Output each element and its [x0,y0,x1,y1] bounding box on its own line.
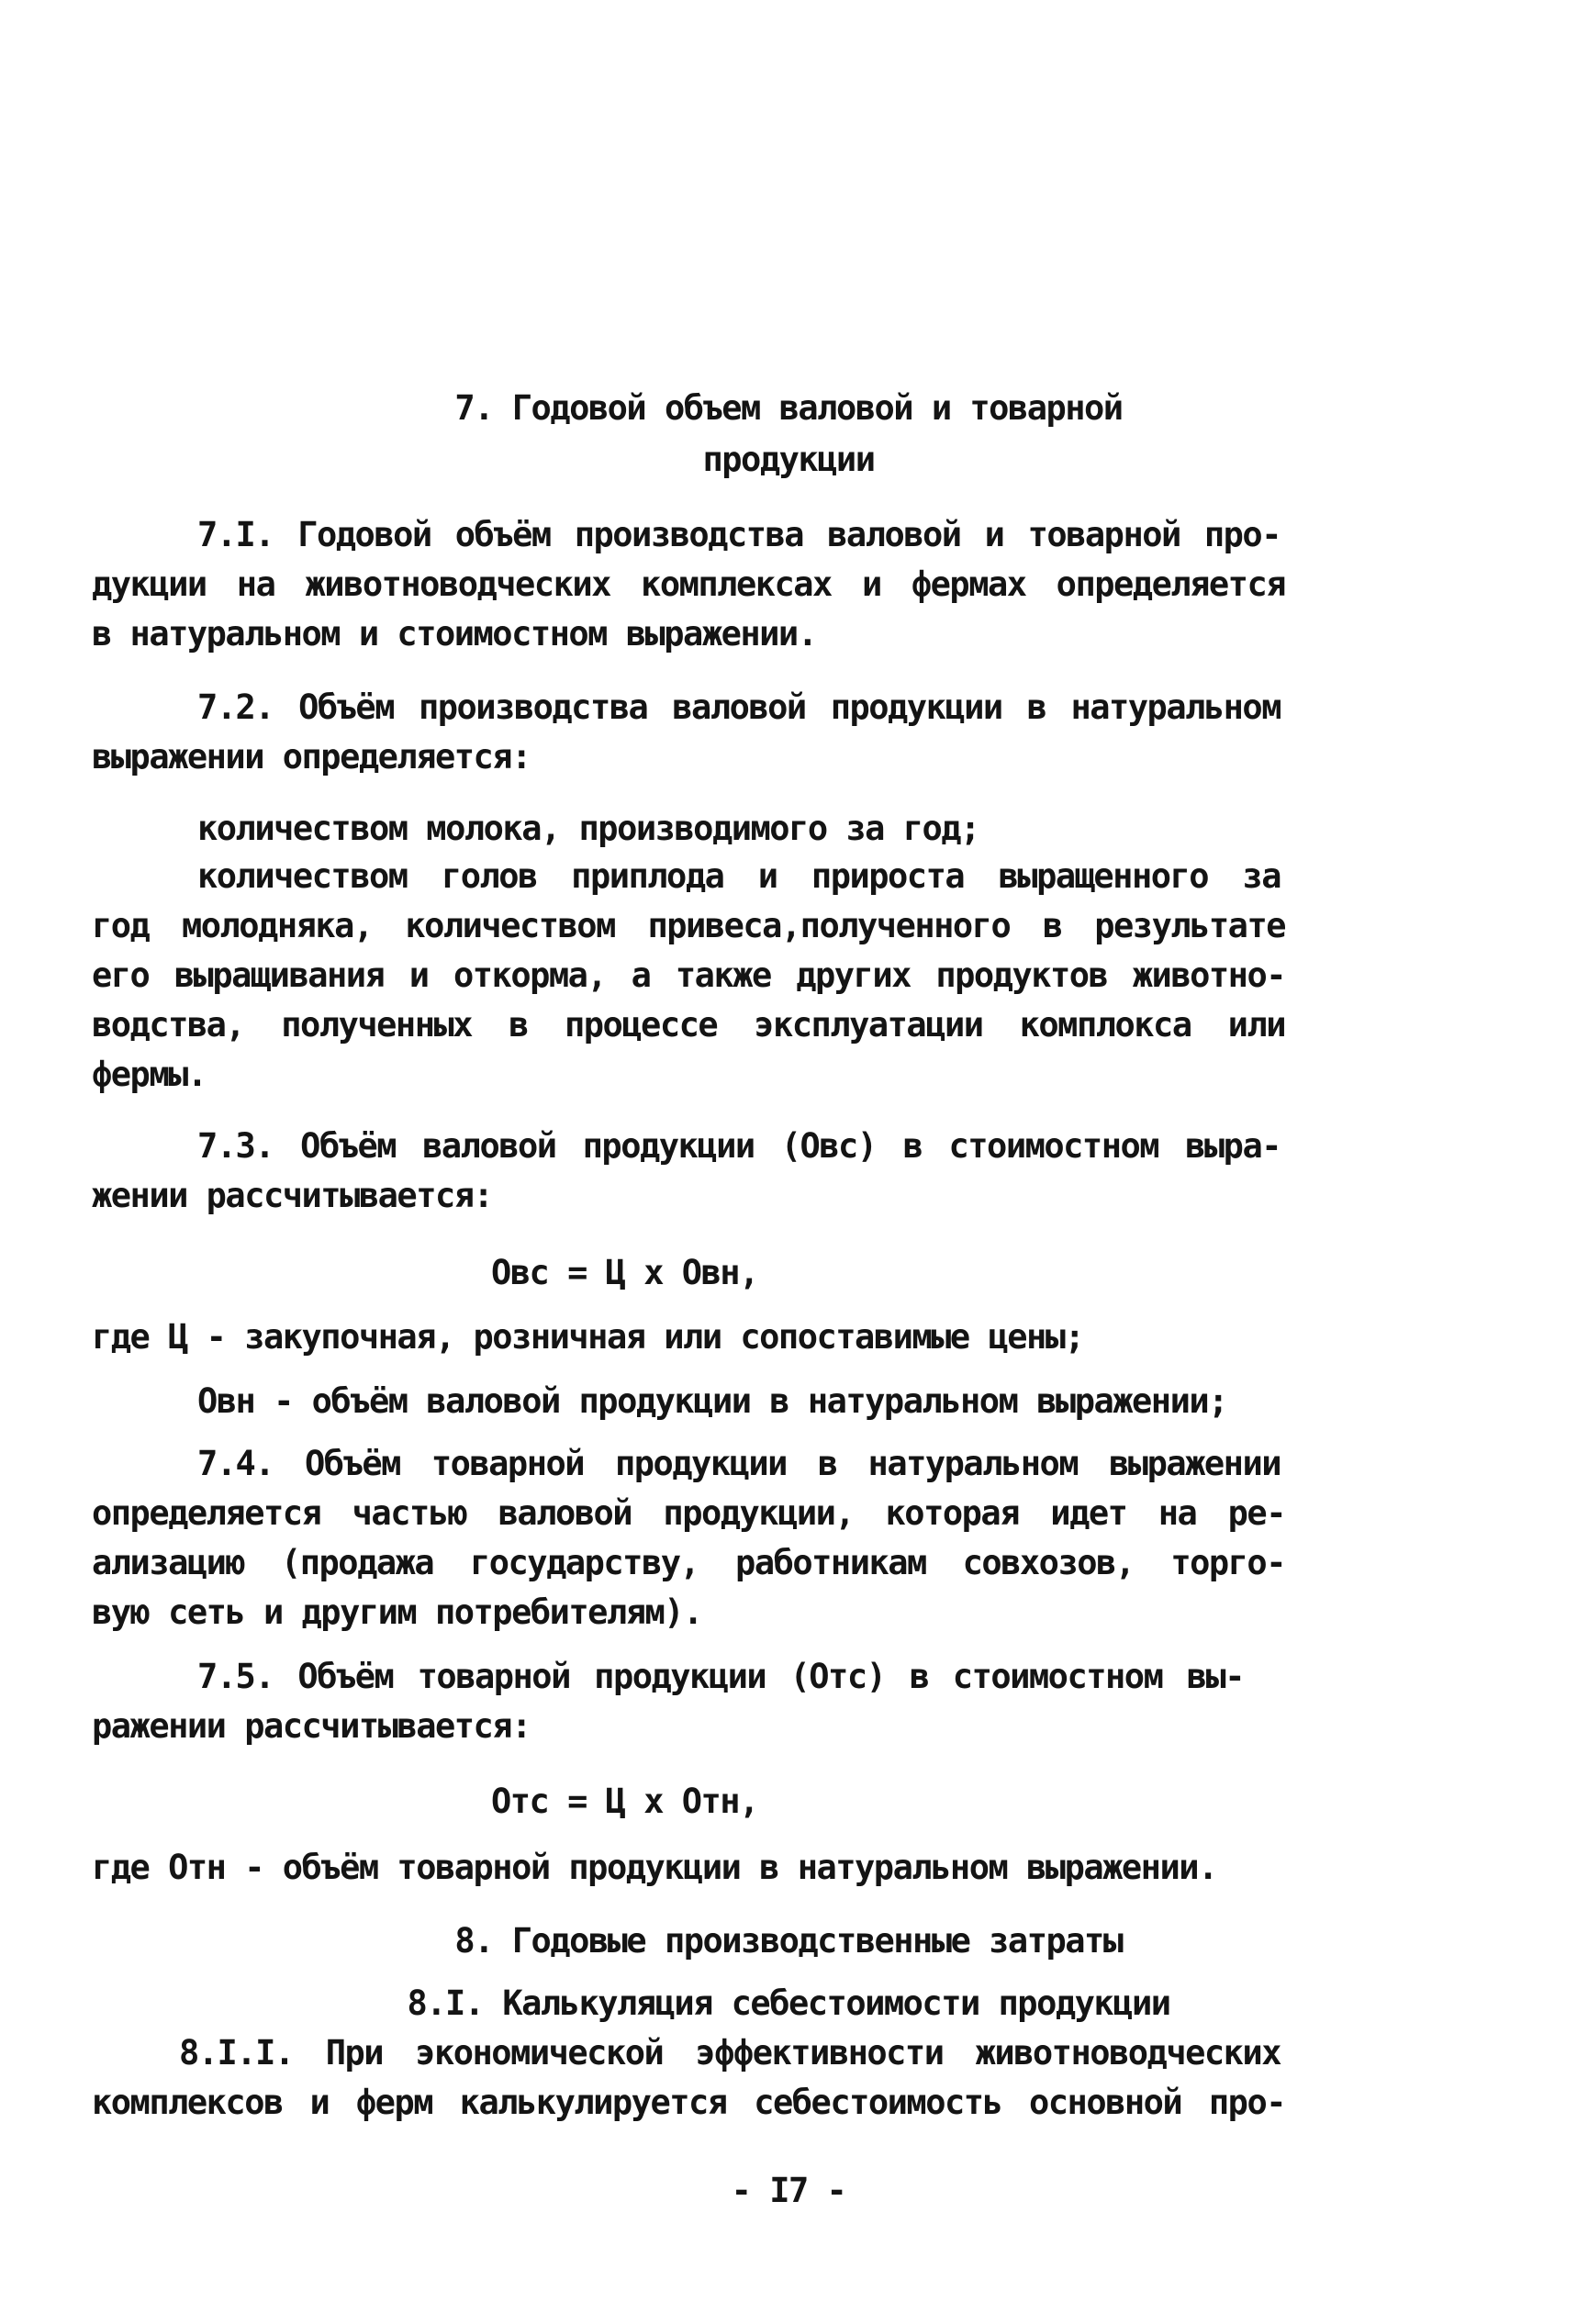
paragraph-7-2-line-1: 7.2. Объём производства валовой продукции в натуральном [197,687,1281,727]
list-item-offspring-line-4: водства, полученных в процессе эксплуатации комплокса или [92,1005,1285,1045]
definition-price: где Ц - закупочная, розничная или сопоставимые цены; [92,1317,1084,1357]
paragraph-7-1-line-3: в натуральном и стоимостном выражении. [92,614,817,654]
paragraph-7-4-line-3: ализацию (продажа государству, работникам совхозов, торго- [92,1543,1285,1582]
list-item-offspring-line-3: его выращивания и откорма, а также других продуктов животно- [92,955,1285,995]
paragraph-7-4-line-4: вую сеть и другим потребителям). [92,1592,702,1632]
paragraph-7-3-line-2: жении рассчитывается: [92,1176,493,1215]
page-number: - I7 - [731,2171,846,2210]
paragraph-7-2-line-2: выражении определяется: [92,737,531,777]
paragraph-7-1-line-2: дукции на животноводческих комплексах и фермах определяется [92,564,1285,604]
paragraph-7-5-line-1: 7.5. Объём товарной продукции (Отс) в стоимостном вы- [197,1657,1244,1696]
section-7-title-line-1: 7. Годовой объем валовой и товарной [454,388,1123,428]
section-7-title-line-2: продукции [702,440,875,479]
definition-gross-volume: Овн - объём валовой продукции в натуральном выражении; [197,1381,1227,1421]
paragraph-7-1-line-1: 7.I. Годовой объём производства валовой и товарной про- [197,515,1281,554]
paragraph-7-3-line-1: 7.3. Объём валовой продукции (Овс) в стоимостном выра- [197,1126,1281,1166]
paragraph-7-4-line-2: определяется частью валовой продукции, которая идет на ре- [92,1493,1285,1533]
paragraph-7-5-line-2: ражении рассчитывается: [92,1706,531,1746]
formula-commodity-value: Отс = Ц х Отн, [491,1782,758,1821]
section-8-title: 8. Годовые производственные затраты [454,1921,1123,1961]
subsection-8-1-title: 8.I. Калькуляция себестоимости продукции [407,1983,1170,2023]
paragraph-8-1-1-line-2: комплексов и ферм калькулируется себестоимость основной про- [92,2083,1285,2122]
list-item-milk: количеством молока, производимого за год; [197,809,979,848]
formula-gross-value: Овс = Ц х Овн, [491,1253,758,1292]
paragraph-8-1-1-line-1: 8.I.I. При экономической эффективности животноводческих [179,2033,1281,2073]
list-item-offspring-line-5: фермы. [92,1055,207,1094]
paragraph-7-4-line-1: 7.4. Объём товарной продукции в натуральном выражении [197,1444,1281,1483]
list-item-offspring-line-2: год молодняка, количеством привеса,полученного в результате [92,906,1285,945]
list-item-offspring-line-1: количеством голов приплода и прироста выращенного за [197,856,1281,896]
definition-commodity-volume: где Отн - объём товарной продукции в натуральном выражении. [92,1848,1217,1887]
